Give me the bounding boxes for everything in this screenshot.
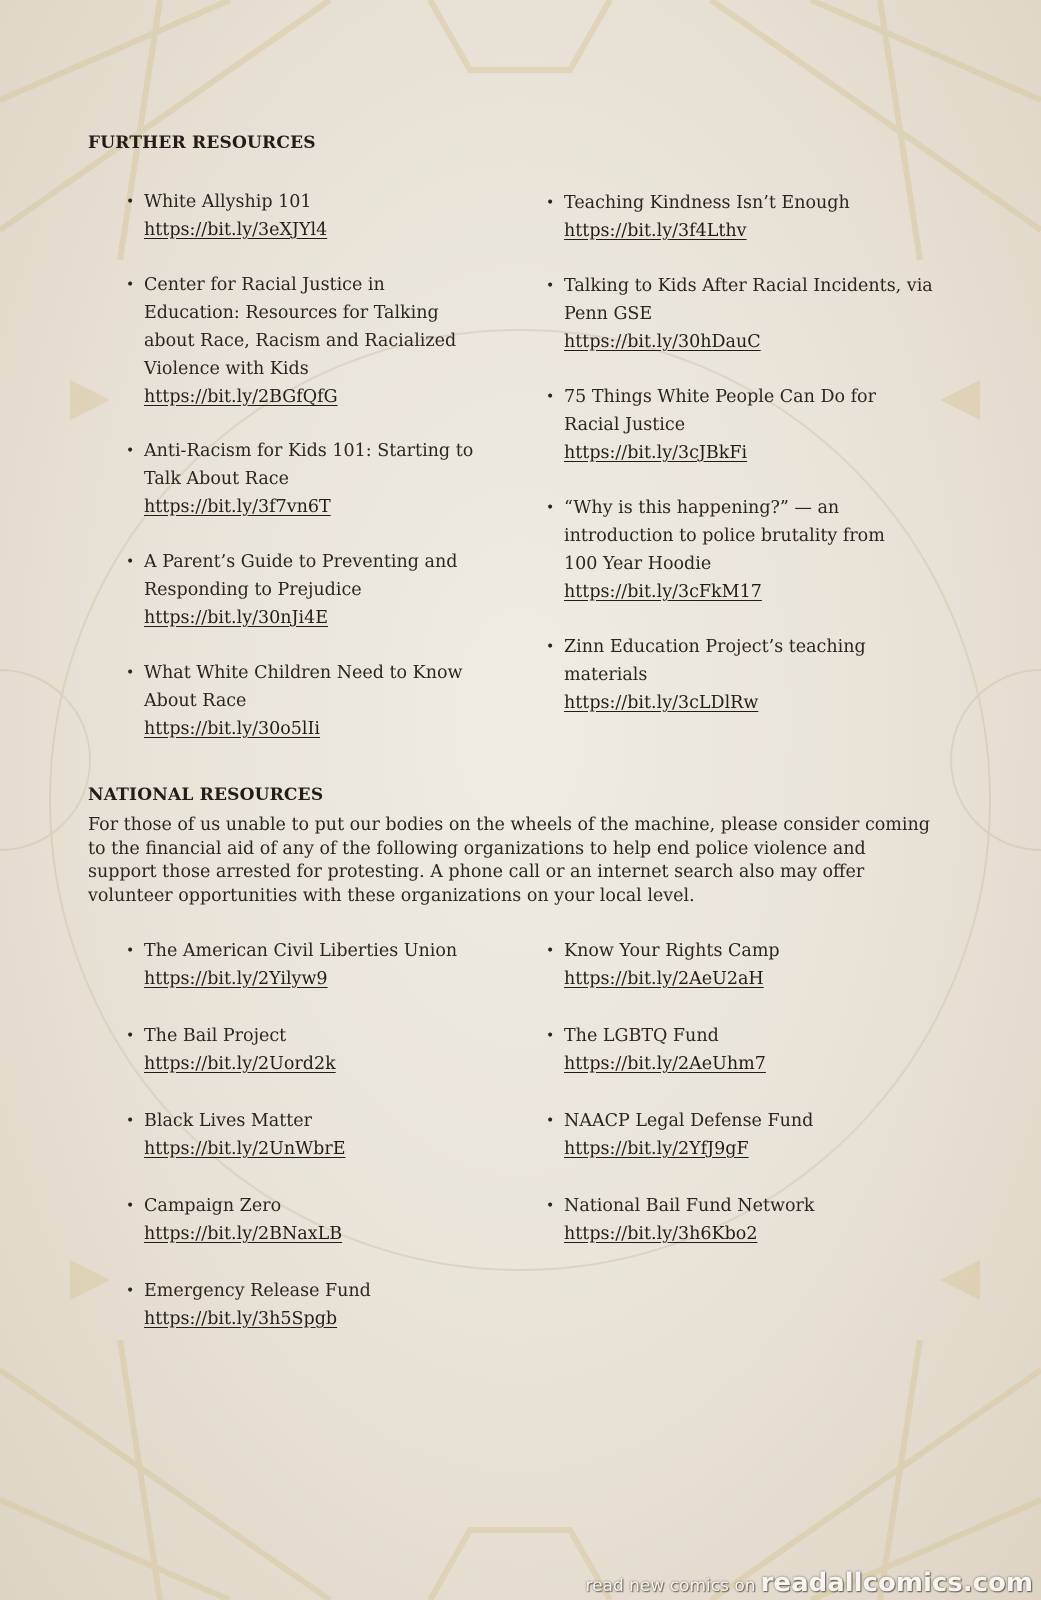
site-watermark: [585, 1568, 1033, 1598]
resource-link[interactable]: https://bit.ly/2YfJ9gF: [564, 1139, 749, 1159]
bullet-icon: •: [126, 665, 135, 681]
bullet-icon: •: [546, 1113, 555, 1129]
national-resources-intro: For those of us unable to put our bodies on the wheels of the machine, please consider coming to the financial aid of any of the following organizations to help end police violence and support those arrested for protesting. A phone call or an internet search also may offer volunteer opportunities with these organizations on your local level.: [88, 815, 930, 906]
list-item: [126, 188, 514, 244]
bullet-icon: •: [126, 277, 135, 293]
resource-title: “Why is this happening?” — an introduction to police brutality from 100 Year Hoodie: [564, 498, 885, 574]
resource-link[interactable]: https://bit.ly/3f7vn6T: [144, 497, 331, 517]
resource-link[interactable]: https://bit.ly/3cLDlRw: [564, 693, 759, 713]
list-item: [546, 1192, 934, 1248]
resource-link[interactable]: https://bit.ly/30nJi4E: [144, 608, 329, 628]
resource-title: Campaign Zero: [144, 1196, 282, 1216]
resource-link[interactable]: https://bit.ly/30o5lIi: [144, 719, 321, 739]
list-item: [126, 437, 514, 521]
resource-link[interactable]: https://bit.ly/2BNaxLB: [144, 1224, 343, 1244]
bullet-icon: •: [126, 1028, 135, 1044]
resource-title: What White Children Need to Know About Race: [144, 663, 463, 711]
resource-title: National Bail Fund Network: [564, 1196, 815, 1216]
resource-title: White Allyship 101: [144, 192, 312, 212]
list-item: [126, 1192, 514, 1248]
further-resources-heading: FURTHER RESOURCES: [88, 133, 316, 153]
list-item: [546, 494, 909, 606]
resource-title: Anti-Racism for Kids 101: Starting to Talk About Race: [144, 441, 474, 489]
resource-link[interactable]: https://bit.ly/2AeUhm7: [564, 1054, 766, 1074]
list-item: [546, 189, 934, 245]
resource-link[interactable]: https://bit.ly/2Yilyw9: [144, 969, 328, 989]
bullet-icon: •: [546, 278, 555, 294]
resource-link[interactable]: https://bit.ly/3h5Spgb: [144, 1309, 338, 1329]
bullet-icon: •: [546, 1028, 555, 1044]
bullet-icon: •: [126, 554, 135, 570]
list-item: [546, 937, 934, 993]
resource-title: Emergency Release Fund: [144, 1281, 371, 1301]
resource-link[interactable]: https://bit.ly/30hDauC: [564, 332, 761, 352]
resource-title: Talking to Kids After Racial Incidents, via Penn GSE: [564, 276, 933, 324]
resource-title: Center for Racial Justice in Education: Resources for Talking about Race, Racism and Racialized Violence with Kids: [144, 275, 457, 379]
resource-title: The American Civil Liberties Union: [144, 941, 458, 961]
resource-title: A Parent’s Guide to Preventing and Responding to Prejudice: [144, 552, 458, 600]
resource-link[interactable]: https://bit.ly/2AeU2aH: [564, 969, 764, 989]
bullet-icon: •: [126, 1198, 135, 1214]
list-item: [126, 1277, 514, 1333]
list-item: [546, 383, 894, 467]
resource-link[interactable]: https://bit.ly/3cFkM17: [564, 582, 762, 602]
bullet-icon: •: [126, 943, 135, 959]
resource-title: The Bail Project: [144, 1026, 287, 1046]
resource-link[interactable]: https://bit.ly/3h6Kbo2: [564, 1224, 758, 1244]
list-item: [546, 1107, 934, 1163]
watermark-site: readallcomics.com: [760, 1568, 1033, 1598]
bullet-icon: •: [126, 443, 135, 459]
list-item: [126, 271, 504, 411]
bullet-icon: •: [546, 639, 555, 655]
bullet-icon: •: [126, 1113, 135, 1129]
bullet-icon: •: [546, 500, 555, 516]
bullet-icon: •: [126, 1283, 135, 1299]
resource-link[interactable]: https://bit.ly/2UnWbrE: [144, 1139, 346, 1159]
list-item: [546, 272, 934, 356]
list-item: [126, 659, 484, 743]
resource-title: Black Lives Matter: [144, 1111, 313, 1131]
watermark-prefix: read new comics on: [585, 1576, 756, 1596]
resource-title: The LGBTQ Fund: [564, 1026, 719, 1046]
national-resources-heading: NATIONAL RESOURCES: [88, 785, 324, 805]
list-item: [126, 548, 484, 632]
list-item: [126, 1022, 514, 1078]
bullet-icon: •: [546, 943, 555, 959]
bullet-icon: •: [546, 389, 555, 405]
bullet-icon: •: [546, 195, 555, 211]
resource-link[interactable]: https://bit.ly/2BGfQfG: [144, 387, 338, 407]
resource-link[interactable]: https://bit.ly/3eXJYl4: [144, 220, 328, 240]
resource-link[interactable]: https://bit.ly/2Uord2k: [144, 1054, 336, 1074]
resource-title: Zinn Education Project’s teaching materials: [564, 637, 866, 685]
resource-title: Know Your Rights Camp: [564, 941, 780, 961]
resource-link[interactable]: https://bit.ly/3cJBkFi: [564, 443, 748, 463]
list-item: [126, 1107, 514, 1163]
resource-link[interactable]: https://bit.ly/3f4Lthv: [564, 221, 747, 241]
list-item: [126, 937, 514, 993]
list-item: [546, 1022, 934, 1078]
bullet-icon: •: [546, 1198, 555, 1214]
resource-title: 75 Things White People Can Do for Racial Justice: [564, 387, 876, 435]
resource-title: Teaching Kindness Isn’t Enough: [564, 193, 850, 213]
bullet-icon: •: [126, 194, 135, 210]
resource-title: NAACP Legal Defense Fund: [564, 1111, 814, 1131]
list-item: [546, 633, 894, 717]
